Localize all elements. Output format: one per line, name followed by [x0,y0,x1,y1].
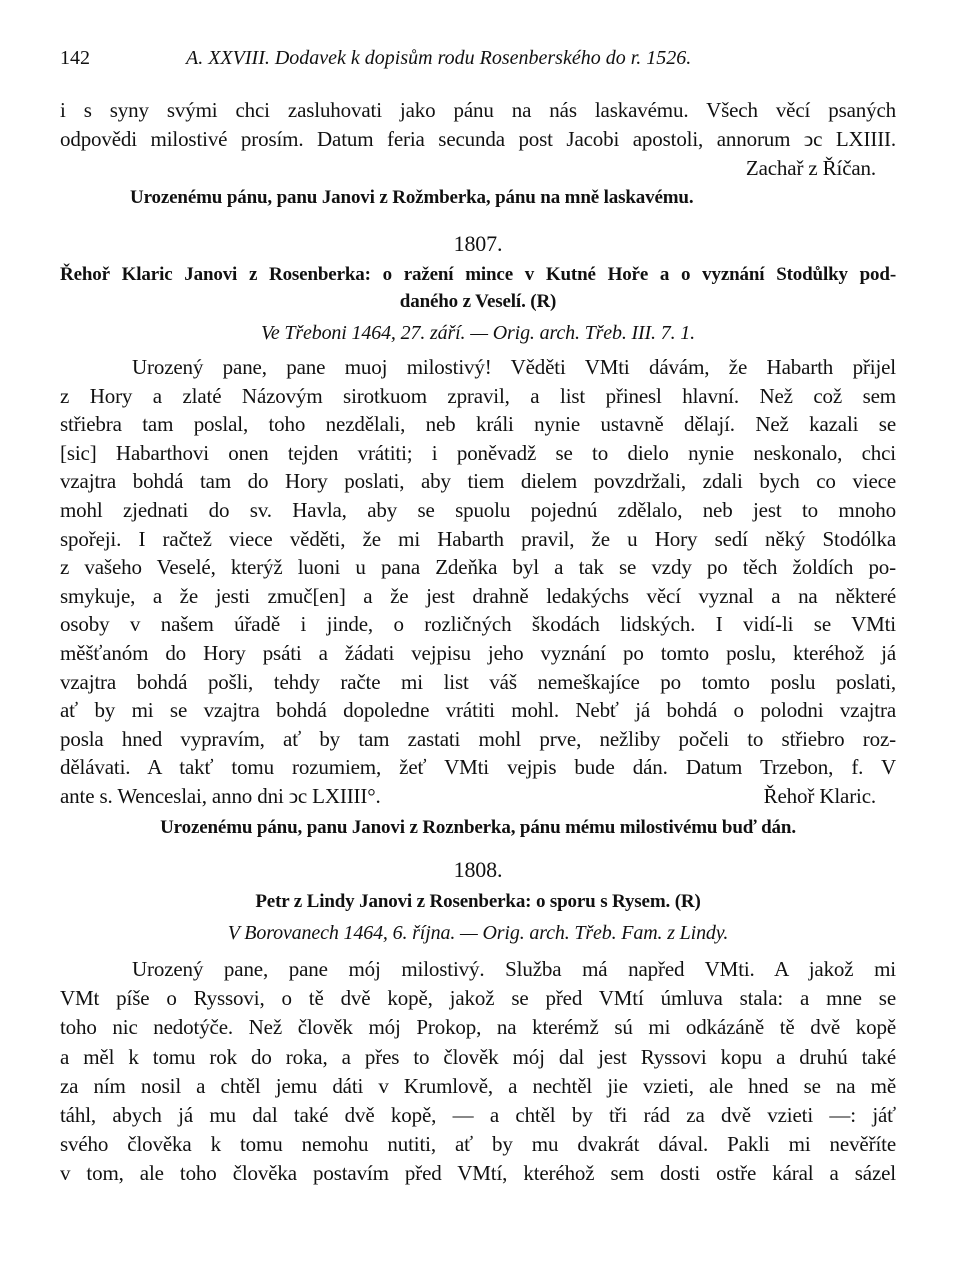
letter-body-line: ať by mi se vzajtra bohdá dopoledne vrátiti mohl. Nebť já bohdá o polodni vzajtra [60,698,896,723]
letter-body-line: za ním nosil a chtěl jemu dáti v Krumlově, a nechtěl jie vzieti, ale hned se na mě [60,1073,896,1098]
letter-body-line: měšťanóm do Hory psáti a žádati vejpisu jeho vyznání po tomto poslu, kteréhož já [60,641,896,665]
letter-body-line: vzajtra bohdá tam do Hory poslati, aby tiem dielem povzdržali, zdali bych co viece [60,469,896,494]
letter-body-line: dělávati. A takť tomu rozumiem, žeť VMti vejpis bude dán. Datum Trzebon, f. V [60,755,896,780]
letter-body-line: vzajtra bohdá pošli, tehdy račte mi list váš nemeškajíce po tomto poslu poslati, [60,669,896,694]
letter-body-line: Urozený pane, pane muoj milostivý! Věděti VMti dávám, že Habarth přijel [132,355,896,379]
letter-body-line: osoby v našem úřadě i jinde, o rozličných škodách lidských. I vidí-li se VMti [60,612,896,637]
letter-body-line: v tom, ale toho člověka postavím před VMtí, kteréhož sem dosti ostře káral a sázel [60,1161,896,1186]
letter-body-line: spořeji. I račtež viece věděti, že mi Habarth pravil, že u Hory sedí něký Stodólka [60,526,896,551]
letter-body-line: smykuje, a že jesti zmuč[en] a že jest drahně ledakýchs věcí vyznal a na některé [60,583,896,608]
letter-body-line: střiebra tam poslal, toho nezdělali, neb králi nynie ustavně dělají. Než kazali se [60,412,896,437]
prev-letter-signature: Zachař z Říčan. [745,156,876,180]
letter-body-line: posla hned vypravím, ať by tam zastati mohl prve, nežliby počeli to střiebro roz- [60,726,896,751]
letter-body-line: mohl zjednati do sv. Havla, aby se spuolu pojednú zdělalo, neb jest to mnoho [60,498,896,522]
document-title: Řehoř Klaric Janovi z Rosenberka: o ražení mince v Kutné Hoře a o vyznání Stodůlky pod- [60,264,896,285]
letter-body-line: VMt píše o Ryssovi, o tě dvě kopě, jakož se před VMtí úmluva stala: a mne se [60,986,896,1011]
document-source: Ve Třeboni 1464, 27. září. — Orig. arch. Třeb. III. 7. 1. [260,322,696,344]
letter-signature: Řehoř Klaric. [763,784,876,808]
letter-body-line: svého člověka k tomu nemohu nutiti, ať by mu dvakrát dával. Pakli mi nevěříte [60,1132,896,1157]
document-title: daného z Veselí. (R) [399,291,557,312]
document-number: 1807. [453,231,503,256]
letter-body-line: táhl, abych já mu dal také dvě kopě, — a chtěl by tři rád za dvě vzieti —: jáť [60,1103,896,1127]
document-source: V Borovanech 1464, 6. října. — Orig. arch. Třeb. Fam. z Lindy. [227,922,729,944]
page-header [60,42,896,74]
letter-body-last-line: ante s. Wenceslai, anno dni ↄc LXIIII°. [60,784,381,808]
letter-body-line: Urozený pane, pane mój milostivý. Služba má napřed VMti. A jakož mi [132,957,896,981]
letter-body-line: [sic] Habarthovi onen tejden vrátiti; i poněvadž se to dielo nynie neskonalo, chci [60,440,896,465]
prev-letter-line: odpovědi milostivé prosím. Datum feria secunda post Jacobi apostoli, annorum ↄc LXIIII. [60,127,896,151]
letter-address: Urozenému pánu, panu Janovi z Roznberka, pánu mému milostivému buď dán. [160,817,796,838]
document-number: 1808. [453,857,503,882]
prev-letter-line: i s syny svými chci zasluhovati jako pánu na nás laskavému. Všech věcí psaných [60,98,896,122]
letter-body-line: a měl k tomu rok do roka, a přes to člověk mój dal jest Ryssovi kopu a druhú také [60,1044,896,1069]
document-title: Petr z Lindy Janovi z Rosenberka: o sporu s Rysem. (R) [255,891,701,912]
prev-letter-address: Urozenému pánu, panu Janovi z Rožmberka, pánu na mně laskavému. [130,187,694,208]
page-number: 142 [60,47,90,69]
letter-body-line: toho nic nedotýče. Než člověk mój Prokop, na kterémž sú mi odkázáně tě dvě kopě [60,1015,896,1040]
letter-body-line: z vašeho Veselé, kterýž luoni u pana Zdeňka byl a tak se vzdy po těch žoldích po- [60,555,896,580]
letter-body-line: z Hory a zlaté Názovým sirotkuom zpravil, a list přinesl hlavní. Než což sem [60,383,896,408]
running-title: A. XXVIII. Dodavek k dopisům rodu Rosenberského do r. 1526. [186,47,692,69]
